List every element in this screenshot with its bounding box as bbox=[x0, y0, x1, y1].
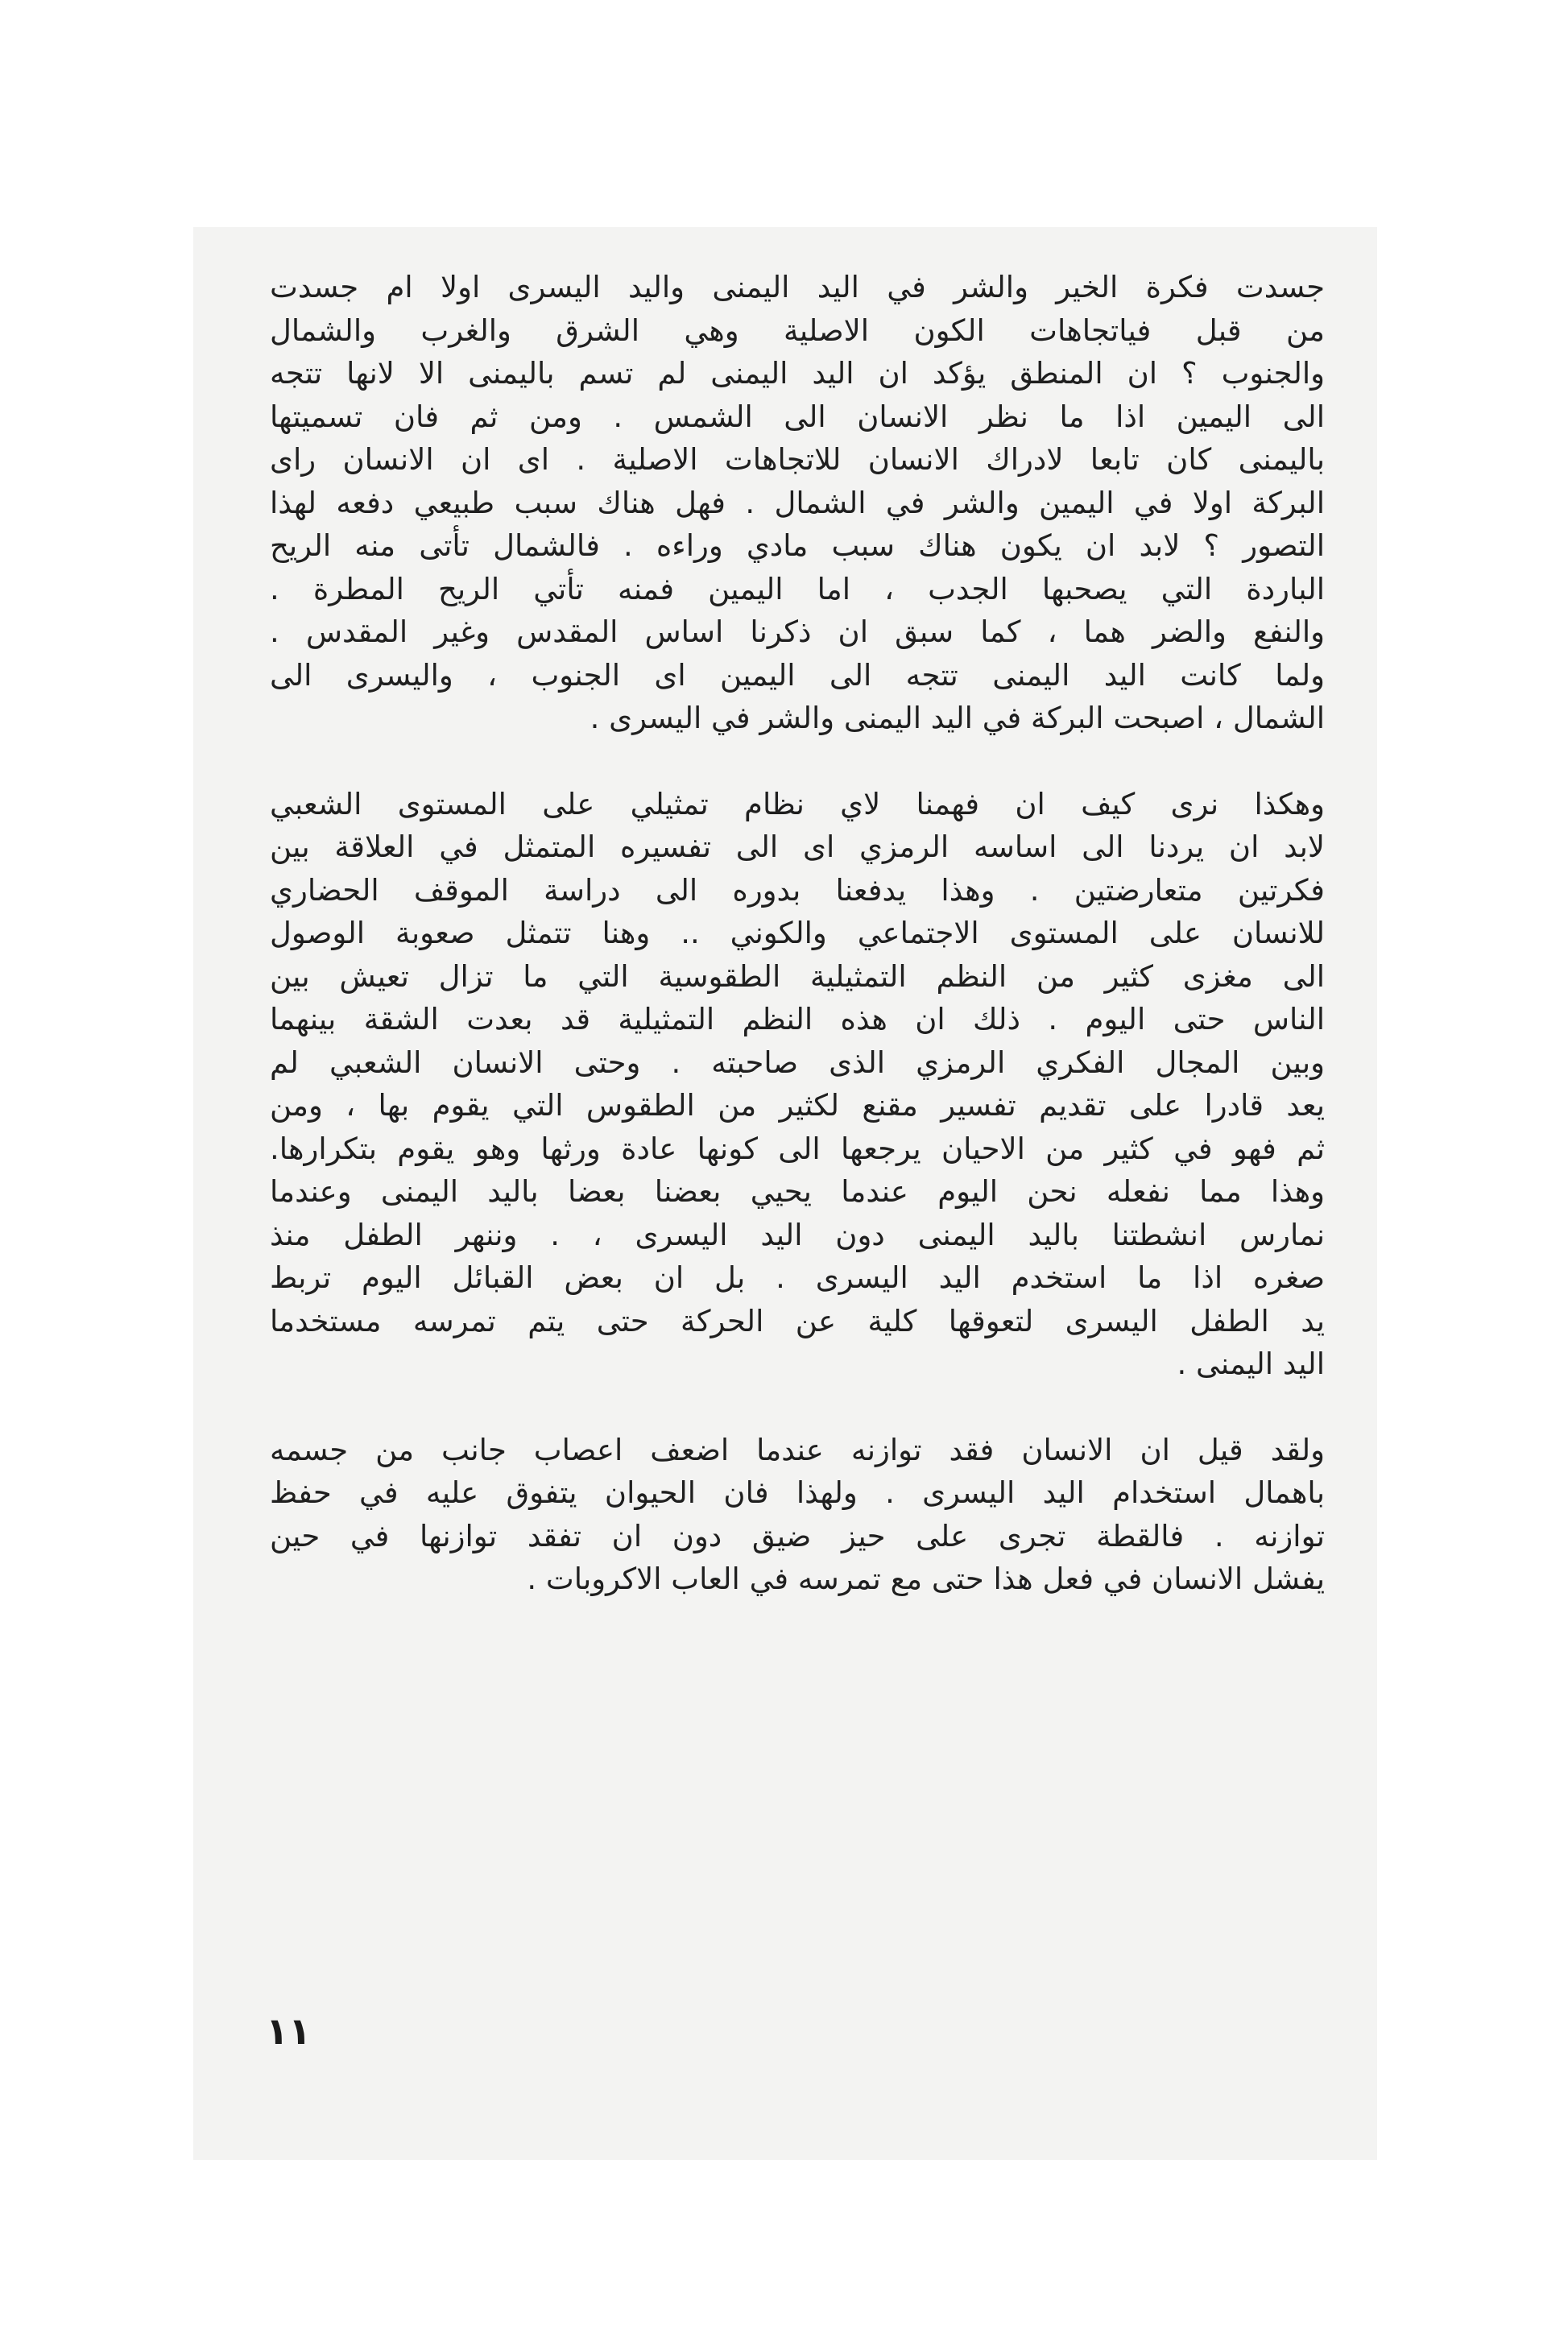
text-line: يد الطفل اليسرى لتعوقها كلية عن الحركة حتى يتم تمرسه مستخدما bbox=[270, 1303, 1325, 1338]
text-line: الناس حتى اليوم . ذلك ان هذه النظم التمثيلية قد بعدت الشقة بينهما bbox=[270, 1002, 1325, 1036]
text-line: فكرتين متعارضتين . وهذا يدفعنا بدوره الى دراسة الموقف الحضاري bbox=[270, 872, 1325, 908]
text-line: الى اليمين اذا ما نظر الانسان الى الشمس . ومن ثم فان تسميتها bbox=[270, 399, 1325, 434]
text-line: توازنه . فالقطة تجرى على حيز ضيق دون ان تفقد توازنها في حين bbox=[270, 1518, 1325, 1553]
text-line: ولقد قيل ان الانسان فقد توازنه عندما اضعف اعصاب جانب من جسمه bbox=[270, 1432, 1325, 1467]
text-line: اليد اليمنى . bbox=[1177, 1347, 1325, 1381]
paragraph-1 bbox=[270, 266, 1325, 740]
text-line: من قبل فياتجاهات الكون الاصلية وهي الشرق والغرب والشمال bbox=[270, 312, 1325, 348]
text-line: للانسان على المستوى الاجتماعي والكوني .. وهنا تتمثل صعوبة الوصول bbox=[270, 916, 1325, 950]
text-line: التصور ؟ لابد ان يكون هناك سبب مادي وراءه . فالشمال تأتى منه الريح bbox=[270, 528, 1325, 563]
text-line: البركة اولا في اليمين والشر في الشمال . فهل هناك سبب طبيعي دفعه لهذا bbox=[270, 485, 1325, 520]
text-line: صغره اذا ما استخدم اليد اليسرى . بل ان بعض القبائل اليوم تربط bbox=[270, 1260, 1325, 1295]
text-line: الى مغزى كثير من النظم التمثيلية الطقوسية التي ما تزال تعيش بين bbox=[270, 958, 1325, 994]
text-line: ثم فهو في كثير من الاحيان يرجعها الى كونها عادة ورثها وهو يقوم بتكرارها. bbox=[270, 1131, 1325, 1166]
text-line: نمارس انشطتنا باليد اليمنى دون اليد اليسرى ، . وننهر الطفل منذ bbox=[270, 1217, 1325, 1252]
text-line: الشمال ، اصبحت البركة في اليد اليمنى والشر في اليسرى . bbox=[590, 701, 1325, 735]
text-line: باليمنى كان تابعا لادراك الانسان للاتجاهات الاصلية . اى ان الانسان راى bbox=[270, 442, 1325, 477]
text-line: والجنوب ؟ ان المنطق يؤكد ان اليد اليمنى لم تسم باليمنى الا لانها تتجه bbox=[270, 356, 1325, 391]
text-line: وهكذا نرى كيف ان فهمنا لاي نظام تمثيلي على المستوى الشعبي bbox=[270, 786, 1325, 821]
paragraph-2 bbox=[270, 783, 1325, 1386]
text-line: ولما كانت اليد اليمنى تتجه الى اليمين اى الجنوب ، واليسرى الى bbox=[270, 657, 1325, 693]
text-line: وهذا مما نفعله نحن اليوم عندما يحيي بعضنا بعضا باليد اليمنى وعندما bbox=[270, 1174, 1325, 1209]
text-line: جسدت فكرة الخير والشر في اليد اليمنى واليد اليسرى اولا ام جسدت bbox=[270, 270, 1325, 304]
text-line: لابد ان يردنا الى اساسه الرمزي اى الى تفسيره المتمثل في العلاقة بين bbox=[270, 829, 1325, 864]
paragraph-3 bbox=[270, 1429, 1325, 1601]
text-line: والنفع والضر هما ، كما سبق ان ذكرنا اساس المقدس وغير المقدس . bbox=[270, 614, 1325, 649]
text-line: يعد قادرا على تقديم تفسير مقنع لكثير من الطقوس التي يقوم بها ، ومن bbox=[270, 1088, 1325, 1123]
page-number: ١١ bbox=[266, 2009, 312, 2053]
text-line: الباردة التي يصحبها الجدب ، اما اليمين فمنه تأتي الريح المطرة . bbox=[270, 571, 1325, 606]
text-line: يفشل الانسان في فعل هذا حتى مع تمرسه في العاب الاكروبات . bbox=[527, 1562, 1325, 1596]
text-line: وبين المجال الفكري الرمزي الذى صاحبته . وحتى الانسان الشعبي لم bbox=[270, 1045, 1325, 1080]
text-line: باهمال استخدام اليد اليسرى . ولهذا فان الحيوان يتفوق عليه في حفظ bbox=[270, 1475, 1325, 1510]
page-body bbox=[270, 266, 1325, 1601]
